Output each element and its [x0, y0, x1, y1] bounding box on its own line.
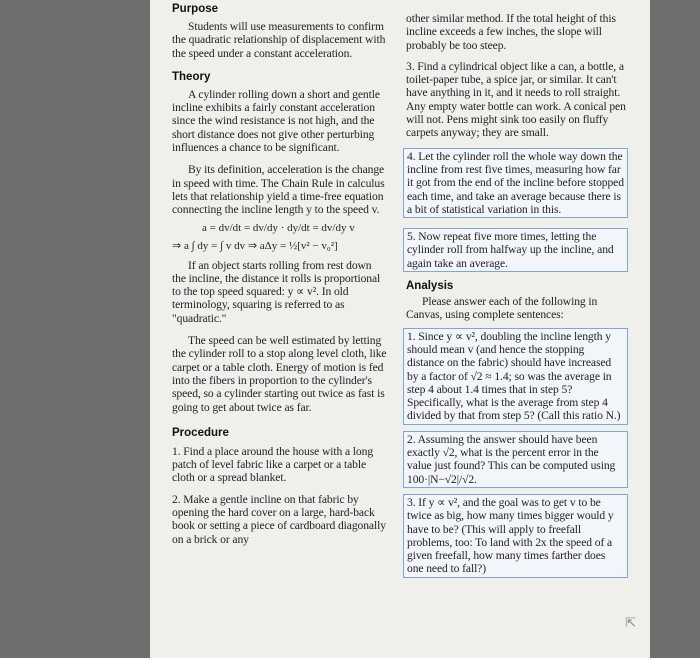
purpose-text: Students will use measurements to confirm the quadratic relationship of displacement with the speed under a constant acceleration. [172, 20, 386, 60]
procedure-step-3: 3. Find a cylindrical object like a can, a bottle, a toilet-paper tube, a spice jar, or similar. It can't have anything in it, and it needs to roll straight. Any empty water bottle can work. A conical pen will not. Pens might sink too easily on fluffy carpets anyway; they are small. [406, 59, 626, 140]
left-column [172, 0, 387, 546]
procedure-step-1: 1. Find a place around the house with a long patch of level fabric like a carpet or a table cloth or a spread blanket. [172, 444, 374, 485]
procedure-step-2: 2. Make a gentle incline on that fabric by opening the hard cover on a large, hard-back book or setting a piece of cardboard diagonally on a brick or any [172, 492, 386, 546]
analysis-question-3: 3. If y ∝ v², and the goal was to get v to be twice as big, how many times bigger would y have to be? (This will apply to freefall problems, too: To land with 2x the speed of a given freefall, how many times farther does one need to fall?) [403, 494, 628, 578]
theory-heading: Theory [172, 70, 211, 83]
analysis-intro: Please answer each of the following in Canvas, using complete sentences: [406, 295, 598, 322]
pointer-cursor-icon: ⇱ [625, 615, 636, 630]
theory-paragraph-4: The speed can be well estimated by letting the cylinder roll to a stop along level cloth, like carpet or a table cloth. Energy of motion is fed into the fibers in proportion to the cylinder's speed, so a cylinder starting out twice as fast is going to get about twice as far. [172, 334, 387, 414]
analysis-heading: Analysis [406, 280, 454, 293]
theory-paragraph-1: A cylinder rolling down a short and gentle incline exhibits a fairly constant acceleration since the wind resistance is not high, and the short distance does not give other perturbing influences a chance to be significant. [172, 87, 380, 155]
right-column [406, 0, 628, 578]
analysis-question-2: 2. Assuming the answer should have been exactly √2, what is the percent error in the value just found? This can be computed using 100·|N−√2|/√2. [403, 431, 628, 488]
analysis-question-1: 1. Since y ∝ v², doubling the incline length y should mean v (and hence the stopping distance on the fabric) should have increased by a factor of √2 ≈ 1.4; so was the average in step 4 about 1.4 times that in step 5? Specifically, what is the average from step 4 divided by that from step 5? (Call this ratio N.) [403, 328, 628, 425]
theory-paragraph-2: By its definition, acceleration is the change in speed with time. The Chain Rule in calculus lets that relationship yield a time-free equation connecting the incline length y to the speed v. [172, 163, 385, 217]
theory-paragraph-3: If an object starts rolling from rest down the incline, the distance it rolls is proportional to the top speed squared: y ∝ v². In old terminology, squaring is referred to as "quadratic." [172, 258, 381, 325]
procedure-step-4: 4. Let the cylinder roll the whole way down the incline from rest five times, measuring how far it got from the end of the incline before stopped each time, and take an average because there is a bit of statistical variation in this. [403, 148, 628, 218]
equation-chain-rule: a = dv/dt = dv/dy · dy/dt = dv/dy v [202, 221, 355, 234]
procedure-heading: Procedure [172, 426, 229, 439]
procedure-step-5: 5. Now repeat five more times, letting the cylinder roll from halfway up the incline, and again take an average. [403, 228, 628, 272]
equation-integral: ⇒ a ∫ dy = ∫ v dv ⇒ aΔy = ½[v² − v₀²] [172, 239, 338, 252]
procedure-step-2-continued: other similar method. If the total height of this incline exceeds a few inches, the slope will probably be too steep. [406, 12, 616, 52]
purpose-heading: Purpose [172, 3, 219, 15]
document-page [150, 0, 650, 658]
